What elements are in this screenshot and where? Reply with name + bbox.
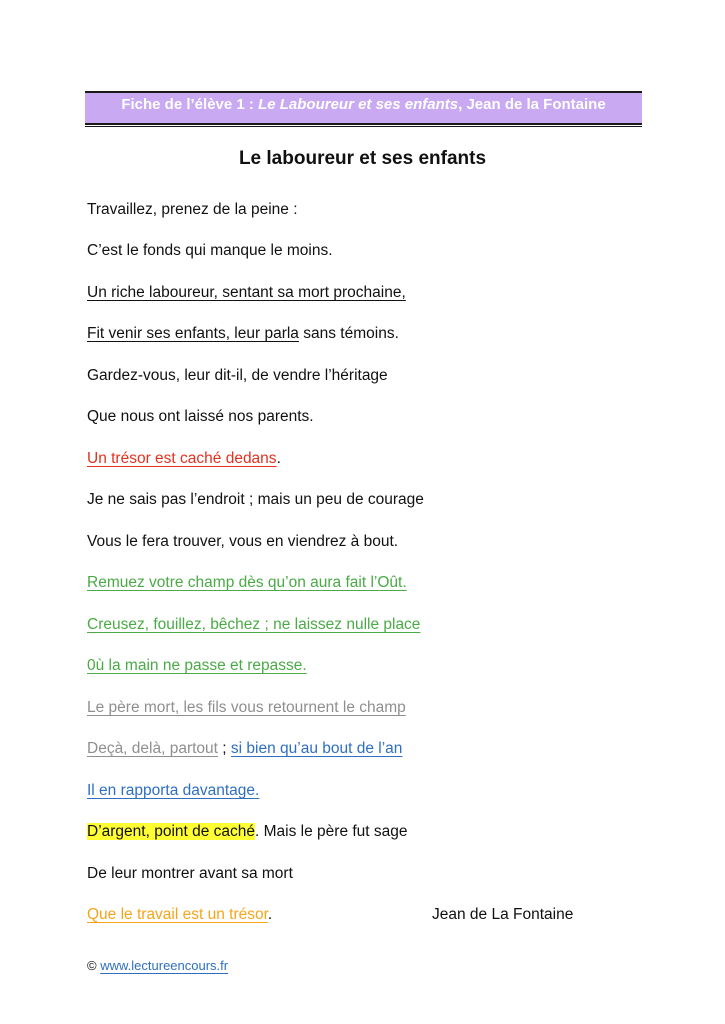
poem-line-14 <box>87 740 402 758</box>
poem-line-17: De leur montrer avant sa mort <box>87 865 293 882</box>
poem-line-8: Je ne sais pas l’endroit ; mais un peu de courage <box>87 491 424 508</box>
copyright-icon: © <box>87 958 97 973</box>
poem-line-15: Il en rapporta davantage. <box>87 782 260 799</box>
poem-line-7-end: . <box>276 450 281 467</box>
poem-line-9: Vous le fera trouver, vous en viendrez à bout. <box>87 533 399 550</box>
poem-line-4-underlined: Fit venir ses enfants, leur parla <box>87 325 299 342</box>
header-banner-rule-thin <box>85 126 642 127</box>
poem-line-13: Le père mort, les fils vous retournent le champ <box>87 699 406 716</box>
poem-line-4 <box>87 325 399 343</box>
poem-line-7 <box>87 450 281 468</box>
header-work-title: Le Laboureur et ses enfants <box>258 96 459 113</box>
poem-title: Le laboureur et ses enfants <box>238 148 487 169</box>
poem-line-11: Creusez, fouillez, bêchez ; ne laissez nulle place <box>87 616 421 633</box>
poem-line-16-rest: . Mais le père fut sage <box>255 823 408 840</box>
poem-line-18-orange: Que le travail est un trésor <box>87 906 268 923</box>
poem-line-2: C’est le fonds qui manque le moins. <box>87 242 333 259</box>
poem-author: Jean de La Fontaine <box>432 906 574 923</box>
header-banner <box>85 91 642 127</box>
poem-line-14-blue: si bien qu’au bout de l’an <box>230 740 403 757</box>
poem-line-4-rest: sans témoins. <box>298 325 399 342</box>
header-title <box>85 96 642 113</box>
poem-line-3: Un riche laboureur, sentant sa mort prochaine, <box>87 284 406 301</box>
poem-line-6: Que nous ont laissé nos parents. <box>87 408 314 425</box>
header-label: Fiche de l’élève 1 : <box>121 96 259 113</box>
poem-line-12: 0ù la main ne passe et repasse. <box>87 657 307 674</box>
poem-line-18 <box>87 906 272 924</box>
poem-line-14-sep: ; <box>217 740 231 757</box>
header-author: , Jean de la Fontaine <box>458 96 606 113</box>
poem-line-18-end: . <box>267 906 273 923</box>
poem-line-5: Gardez-vous, leur dit-il, de vendre l’héritage <box>87 367 388 384</box>
poem-line-16 <box>87 823 408 841</box>
header-banner-rule <box>85 123 642 125</box>
poem-line-7-red: Un trésor est caché dedans <box>87 450 277 467</box>
poem-line-14-gray: Deçà, delà, partout <box>87 740 218 757</box>
footer-website-link[interactable]: www.lectureencours.fr <box>100 958 229 973</box>
poem-line-1: Travaillez, prenez de la peine : <box>87 201 298 218</box>
poem-line-16-highlight: D’argent, point de caché <box>87 823 256 840</box>
poem-line-10: Remuez votre champ dès qu’on aura fait l’Oût. <box>87 574 407 591</box>
footer <box>87 958 228 973</box>
